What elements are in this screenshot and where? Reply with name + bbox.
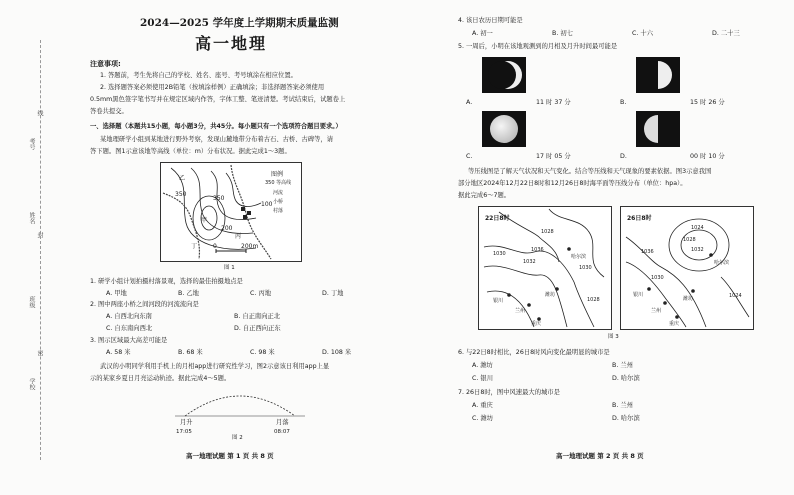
question-6-stem: 6. 与22日8时相比，26日8时风向变化最明显的城市是 bbox=[458, 349, 610, 356]
intro-4-5: 武汉的小明同学利用手机上的月相app进行研究性学习，图2示意该日利用app上显 bbox=[100, 363, 330, 370]
city-chongqing: 重庆 bbox=[531, 321, 542, 327]
q6-option-b[interactable]: B. 兰州 bbox=[612, 362, 633, 369]
binding-label-exam-no: 考号 bbox=[28, 138, 35, 150]
section-heading: 一、选择题（本题共15小题，每小题3分，共45分。每小题只有一个选项符合题目要求。） bbox=[90, 123, 342, 130]
binding-label-line: 线 bbox=[36, 110, 43, 116]
map-title-dec26: 26日8时 bbox=[627, 215, 652, 222]
q5-option-a[interactable]: A. bbox=[466, 99, 473, 106]
q2-option-c[interactable]: C. 自东南向西北 bbox=[106, 325, 153, 332]
isobar-value: 1030 bbox=[493, 251, 506, 257]
isobar-value: 1028 bbox=[683, 237, 696, 243]
moonset-time: 08:07 bbox=[274, 429, 290, 435]
q6-option-c[interactable]: C. 银川 bbox=[472, 375, 493, 382]
isobar-value: 1024 bbox=[691, 225, 704, 231]
isobar-map-dec26 bbox=[620, 206, 754, 330]
point-yi: 乙 bbox=[179, 175, 186, 182]
isobar-value: 1028 bbox=[541, 229, 554, 235]
figure-1-contour-map bbox=[160, 162, 302, 262]
figure-2-moon-path bbox=[175, 386, 305, 418]
q2-option-b[interactable]: B. 自正南向正北 bbox=[234, 313, 281, 320]
q7-option-c[interactable]: C. 潍坊 bbox=[472, 415, 493, 422]
question-1-stem: 1. 研学小组计划拍摄村落景观，选择的最佳拍摄地点是 bbox=[90, 278, 243, 285]
moonrise-label: 月升 bbox=[180, 419, 193, 426]
question-4-stem: 4. 该日农历日期可能是 bbox=[458, 17, 523, 24]
q5-option-b[interactable]: B. bbox=[620, 99, 627, 106]
point-ding: 丁 bbox=[191, 243, 198, 250]
figure-3-caption: 图 3 bbox=[608, 334, 619, 340]
point-bing: 丙 bbox=[235, 233, 242, 240]
isobar-value: 1036 bbox=[641, 249, 654, 255]
point-jia: 甲 bbox=[201, 217, 208, 224]
contour-label: 350 bbox=[175, 191, 187, 198]
q5-option-a-time: 11 时 37 分 bbox=[536, 99, 571, 106]
figure-1-caption: 图 1 bbox=[224, 265, 235, 271]
binding-label-school: 学校 bbox=[28, 378, 35, 390]
city-weifang: 潍坊 bbox=[683, 296, 694, 302]
city-harbin: 哈尔滨 bbox=[571, 254, 587, 260]
question-3-stem: 3. 图示区域最大高差可能是 bbox=[90, 337, 168, 344]
question-7-stem: 7. 26日8时，图中风速最大的城市是 bbox=[458, 389, 560, 396]
isobar-value: 1032 bbox=[523, 259, 536, 265]
moonrise-time: 17:05 bbox=[176, 429, 192, 435]
q1-option-c[interactable]: C. 丙地 bbox=[250, 290, 271, 297]
question-2-stem: 2. 图中两座小桥之间河段的河流流向是 bbox=[90, 301, 199, 308]
notes-line: 1. 答题前，考生先将自己的学校、姓名、座号、考号填涂在相应位置。 bbox=[100, 72, 297, 79]
city-chongqing: 重庆 bbox=[669, 321, 680, 327]
map-title-dec22: 22日8时 bbox=[485, 215, 510, 222]
scale-end: 200m bbox=[241, 243, 259, 250]
legend-contour: 350 等高线 bbox=[265, 180, 292, 186]
isobar-value: 1024 bbox=[729, 293, 742, 299]
q5-option-d-time: 00 时 10 分 bbox=[690, 153, 725, 160]
city-weifang: 潍坊 bbox=[545, 292, 556, 298]
figure-2-caption: 图 2 bbox=[232, 435, 243, 441]
notes-line: 0.5mm黑色签字笔书写并在规定区域内作答，字体工整、笔迹清楚。考试结束后，试题卷上 bbox=[90, 96, 346, 103]
intro-4-5: 示的某家乡夏日月亮运动轨迹。据此完成4～5题。 bbox=[90, 375, 231, 382]
isobar-value: 1030 bbox=[579, 265, 592, 271]
q1-option-d[interactable]: D. 丁地 bbox=[322, 290, 344, 297]
isobar-value: 1030 bbox=[651, 275, 664, 281]
q5-option-b-time: 15 时 26 分 bbox=[690, 99, 725, 106]
legend-bridge: 小桥 bbox=[273, 199, 284, 205]
binding-label-seal: 封 bbox=[36, 232, 43, 238]
isobar-lines-dec26 bbox=[621, 207, 753, 329]
q2-option-a[interactable]: A. 自西北向东南 bbox=[106, 313, 152, 320]
contour-label: 200 bbox=[221, 225, 233, 232]
q4-option-d[interactable]: D. 二十三 bbox=[712, 30, 740, 37]
exam-title: 2024—2025 学年度上学期期末质量监测 bbox=[140, 17, 339, 29]
q1-option-b[interactable]: B. 乙地 bbox=[178, 290, 199, 297]
q1-option-a[interactable]: A. 甲地 bbox=[106, 290, 127, 297]
intro-6-7: 据此完成6～7题。 bbox=[458, 192, 511, 199]
q6-option-a[interactable]: A. 潍坊 bbox=[472, 362, 493, 369]
q4-option-a[interactable]: A. 初一 bbox=[472, 30, 493, 37]
city-harbin: 哈尔滨 bbox=[714, 260, 730, 266]
city-lanzhou: 兰州 bbox=[651, 308, 662, 314]
isobar-map-dec22 bbox=[478, 206, 612, 330]
scale-start: 0 bbox=[213, 243, 217, 250]
binding-label-class: 班级 bbox=[28, 296, 35, 308]
q7-option-a[interactable]: A. 重庆 bbox=[472, 402, 493, 409]
isobar-value: 1032 bbox=[691, 247, 704, 253]
notes-line: 答卷共提交。 bbox=[90, 108, 128, 115]
q6-option-d[interactable]: D. 哈尔滨 bbox=[612, 375, 640, 382]
legend-title: 图例 bbox=[271, 171, 284, 178]
q3-option-c[interactable]: C. 98 米 bbox=[250, 349, 275, 356]
subject-title: 高一地理 bbox=[195, 34, 268, 53]
q7-option-b[interactable]: B. 兰州 bbox=[612, 402, 633, 409]
q5-option-c[interactable]: C. bbox=[466, 153, 473, 160]
moon-phase-image-c bbox=[482, 111, 526, 147]
q2-option-d[interactable]: D. 自正西向正东 bbox=[234, 325, 281, 332]
legend-village: 村落 bbox=[273, 208, 284, 214]
moon-phase-image-b bbox=[636, 57, 680, 93]
binding-label-name: 姓名 bbox=[28, 212, 35, 224]
intro-6-7: 部分地区2024年12月22日8时和12月26日8时海平面等压线分布（单位：hpa）。 bbox=[458, 180, 687, 187]
q4-option-b[interactable]: B. 初七 bbox=[552, 30, 573, 37]
q5-option-d[interactable]: D. bbox=[620, 153, 627, 160]
q3-option-a[interactable]: A. 58 米 bbox=[106, 349, 131, 356]
city-yinchuan: 银川 bbox=[493, 298, 504, 304]
contour-label: 350 bbox=[213, 195, 225, 202]
moon-phase-image-a bbox=[482, 57, 526, 93]
q5-option-c-time: 17 时 05 分 bbox=[536, 153, 571, 160]
q7-option-d[interactable]: D. 哈尔滨 bbox=[612, 415, 640, 422]
section-intro: 答下题。图1示意该地等高线（单位：m）分布状况。据此完成1～3题。 bbox=[90, 148, 291, 155]
q4-option-c[interactable]: C. 十六 bbox=[632, 30, 653, 37]
notes-line: 2. 选择题答案必须使用2B铅笔（按填涂样例）正确填涂；非选择题答案必须使用 bbox=[100, 84, 325, 91]
city-lanzhou: 兰州 bbox=[515, 308, 526, 314]
contour-label: 100 bbox=[261, 201, 273, 208]
moonset-label: 月落 bbox=[276, 419, 289, 426]
page-footer-right: 高一地理试题 第 2 页 共 8 页 bbox=[556, 452, 644, 460]
city-yinchuan: 银川 bbox=[633, 292, 644, 298]
notes-heading: 注意事项: bbox=[90, 60, 121, 68]
section-intro: 某地理研学小组到某地进行野外考察，发现山麓地带分布着古石、古桥、古碑等，请 bbox=[100, 136, 333, 143]
page-footer-left: 高一地理试题 第 1 页 共 8 页 bbox=[186, 452, 274, 460]
binding-line bbox=[40, 40, 41, 460]
intro-6-7: 等压线图是了解天气状况和天气变化。结合等压线和天气现象的要素依据。图3示意我国 bbox=[468, 168, 712, 175]
isobar-value: 1036 bbox=[531, 247, 544, 253]
question-5-stem: 5. 一周后，小明在该地观测到的月相及月升时间最可能是 bbox=[458, 43, 618, 50]
q3-option-b[interactable]: B. 68 米 bbox=[178, 349, 203, 356]
isobar-value: 1028 bbox=[587, 297, 600, 303]
moon-phase-image-d bbox=[636, 111, 680, 147]
q3-option-d[interactable]: D. 108 米 bbox=[322, 349, 352, 356]
binding-label-secret: 密 bbox=[36, 350, 43, 356]
legend-river: 河流 bbox=[273, 190, 284, 196]
